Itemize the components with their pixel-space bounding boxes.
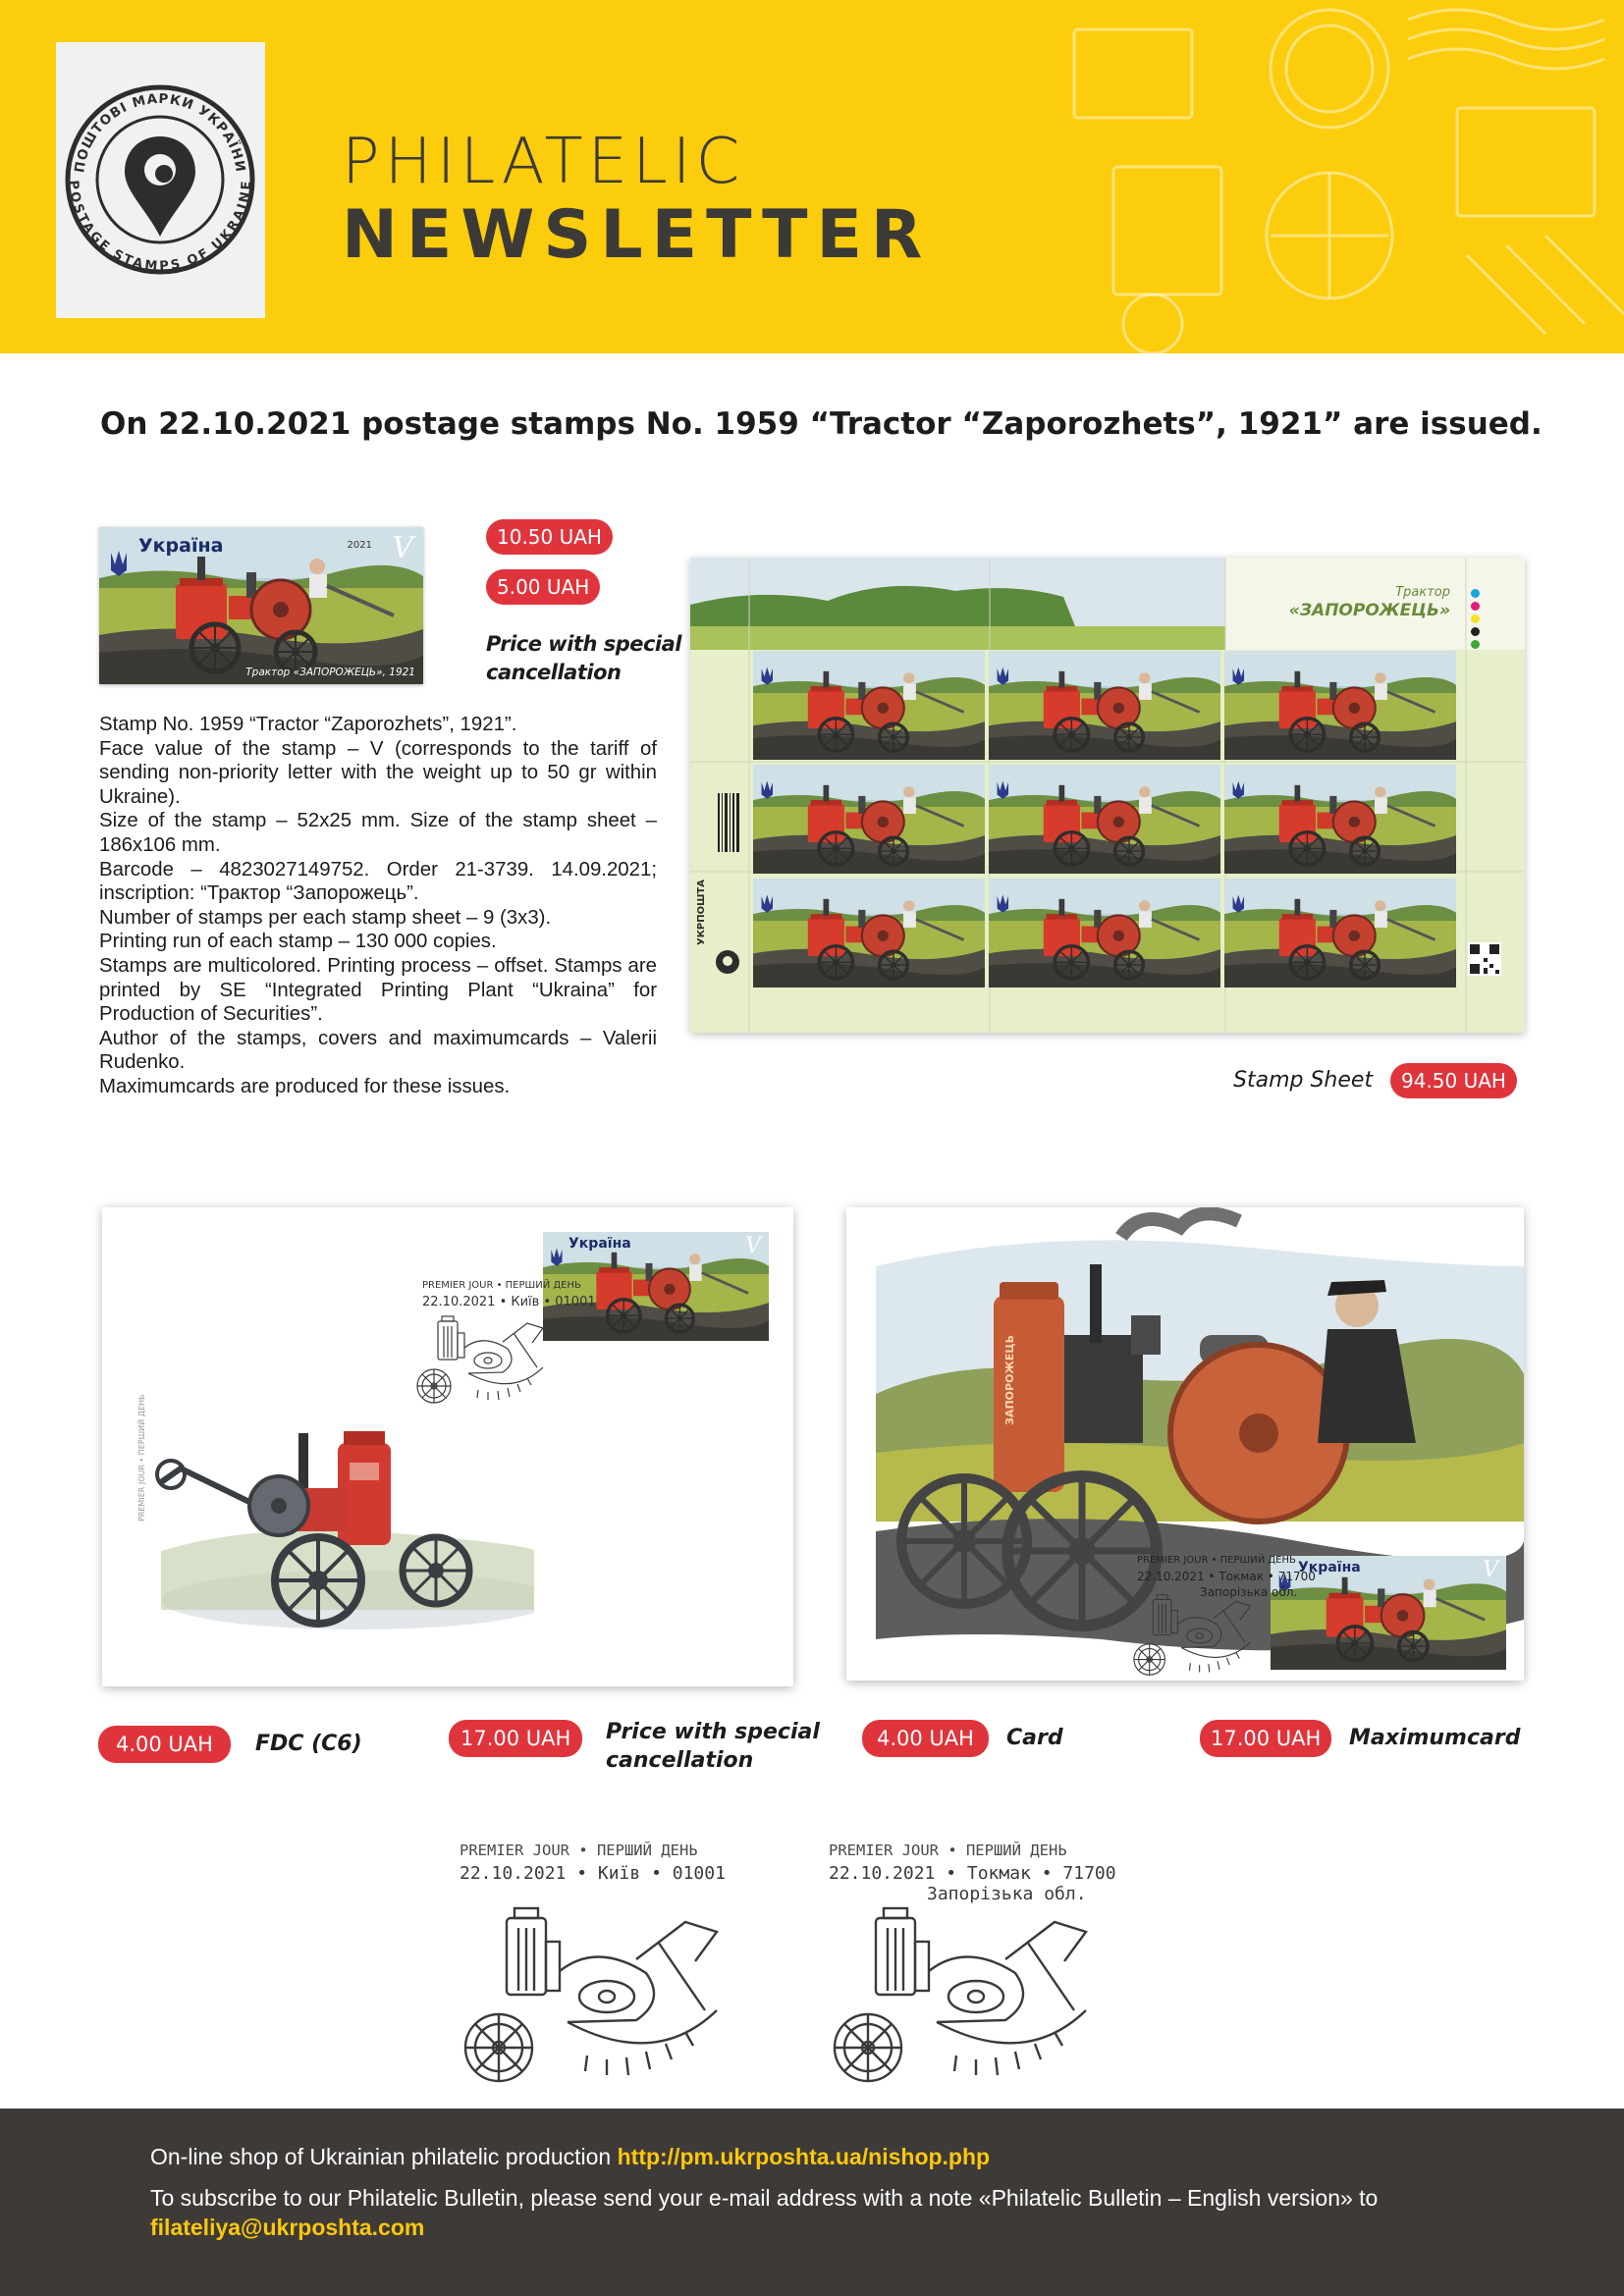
card-cancel-line2: 22.10.2021 • Токмак • 71700 bbox=[1137, 1570, 1316, 1583]
stamp-cancel-caption-line1: Price with special bbox=[486, 632, 681, 656]
footer-shop-line bbox=[150, 2144, 990, 2170]
maximumcard-caption: Maximumcard bbox=[1349, 1726, 1521, 1750]
stamp-cancel-caption-line2: cancellation bbox=[486, 661, 622, 684]
brand-line-newsletter: NEWSLETTER bbox=[342, 196, 932, 274]
desc-size: Size of the stamp – 52x25 mm. Size of the stamp sheet – 186x106 mm. bbox=[99, 810, 657, 856]
svg-text:ПОШТОВІ МАРКИ УКРАЇНИ bbox=[72, 91, 248, 174]
brand-line-philatelic: PHILATELIC bbox=[342, 126, 745, 198]
registration-dot-cyan bbox=[1471, 589, 1480, 598]
stamp-inscription: Трактор «ЗАПОРОЖЕЦЬ», 1921 bbox=[245, 667, 415, 678]
kyiv-cancel-line2: 22.10.2021 • Київ • 01001 bbox=[460, 1863, 726, 1884]
logo-ring-top-text: ПОШТОВІ МАРКИ УКРАЇНИ bbox=[72, 90, 248, 175]
desc-author: Author of the stamps, covers and maximumcards – Valerii Rudenko. bbox=[99, 1027, 657, 1074]
first-day-cover bbox=[102, 1207, 793, 1686]
registration-dot-black bbox=[1471, 627, 1480, 636]
card-stamp-denomination: V bbox=[1483, 1558, 1498, 1582]
card-tank-label: ЗАПОРОЖЕЦЬ bbox=[1003, 1335, 1016, 1425]
issue-description bbox=[99, 713, 657, 1099]
kyiv-cancel-line1: PREMIER JOUR • ПЕРШИЙ ДЕНЬ bbox=[460, 1842, 698, 1859]
maximumcard-price-badge: 17.00 UAH bbox=[1200, 1720, 1331, 1757]
card-caption: Card bbox=[1006, 1726, 1063, 1750]
sheet-stamp bbox=[753, 765, 985, 874]
desc-stamps-per-sheet: Number of stamps per each stamp sheet – 9 (3x3). bbox=[99, 906, 552, 929]
stamp-cancel-caption bbox=[486, 630, 681, 687]
sheet-qr-code-icon bbox=[1468, 942, 1501, 976]
kyiv-cancel-tractor-icon bbox=[460, 1902, 734, 2089]
card-cancel-tractor-icon bbox=[1131, 1592, 1259, 1679]
desc-stamp-number: Stamp No. 1959 “Tractor “Zaporozhets”, 1921”. bbox=[99, 714, 517, 735]
fdc-stamp-denomination: V bbox=[745, 1234, 761, 1258]
kyiv-cancellation bbox=[460, 1842, 754, 2038]
issue-headline: On 22.10.2021 postage stamps No. 1959 “Tractor “Zaporozhets”, 1921” are issued. bbox=[100, 406, 1543, 442]
header-banner bbox=[0, 0, 1624, 353]
fdc-cancel-line2: 22.10.2021 • Київ • 01001 bbox=[422, 1295, 596, 1309]
sheet-stamp bbox=[989, 765, 1220, 874]
sheet-stamp bbox=[753, 651, 985, 760]
sheet-stamp bbox=[989, 651, 1220, 760]
desc-barcode: Barcode – 4823027149752. Order 21-3739. 14.09.2021; inscription: “Трактор “Запорожець”. bbox=[99, 858, 657, 905]
footer-shop-link[interactable]: http://pm.ukrposhta.ua/nishop.php bbox=[617, 2144, 991, 2169]
stamp-pattern-decoration bbox=[1035, 0, 1624, 353]
fdc-cancel-caption bbox=[606, 1718, 820, 1775]
stamp-sheet bbox=[690, 558, 1525, 1033]
tokmak-cancel-line2: 22.10.2021 • Токмак • 71700 bbox=[829, 1863, 1116, 1884]
tokmak-cancel-line1: PREMIER JOUR • ПЕРШИЙ ДЕНЬ bbox=[829, 1842, 1067, 1859]
single-stamp bbox=[99, 527, 423, 684]
card-price-badge: 4.00 UAH bbox=[862, 1720, 989, 1757]
logo-ring-bottom-text: POSTAGE STAMPS OF UKRAINE bbox=[65, 180, 255, 275]
registration-dot-magenta bbox=[1471, 602, 1480, 611]
desc-face-value: Face value of the stamp – V (corresponds to the tariff of sending non-priority letter with the weight up to 50 gr within Ukraine). bbox=[99, 737, 657, 808]
desc-printing-run: Printing run of each stamp – 130 000 copies. bbox=[99, 931, 497, 953]
footer-email-link[interactable]: filateliya@ukrposhta.com bbox=[150, 2215, 425, 2240]
sheet-stamp bbox=[1224, 765, 1456, 874]
fdc-cancel-line1: PREMIER JOUR • ПЕРШИЙ ДЕНЬ bbox=[422, 1280, 581, 1291]
svg-text:POSTAGE STAMPS OF UKRAINE bbox=[66, 180, 254, 274]
maximum-card bbox=[846, 1207, 1524, 1681]
color-registration-dots bbox=[1471, 589, 1481, 649]
tokmak-cancel-line3: Запорізька обл. bbox=[927, 1884, 1087, 1904]
ukrposhta-logo-icon bbox=[716, 950, 739, 974]
sheet-stamp bbox=[753, 879, 985, 988]
card-stamp-country: Україна bbox=[1298, 1560, 1361, 1575]
sheet-brand-ukrposhta: УКРПОШТА bbox=[696, 880, 707, 945]
tokmak-cancel-tractor-icon bbox=[829, 1902, 1104, 2089]
stamp-sheet-caption: Stamp Sheet bbox=[1233, 1068, 1374, 1093]
desc-printing-process: Stamps are multicolored. Printing process – offset. Stamps are printed by SE “Integrated Printing Plant “Ukraina” for Production of Securities”. bbox=[99, 954, 657, 1026]
stamp-price-badge: 10.50 UAH bbox=[486, 519, 613, 555]
fdc-tractor-illustration bbox=[141, 1404, 534, 1659]
sheet-stamp bbox=[1224, 879, 1456, 988]
fdc-cancel-caption-line1: Price with special bbox=[606, 1720, 820, 1744]
stamp-sheet-price-badge: 94.50 UAH bbox=[1390, 1063, 1517, 1098]
fdc-stamp-country: Україна bbox=[568, 1236, 631, 1252]
sheet-stamp bbox=[989, 879, 1220, 988]
fdc-price-badge: 4.00 UAH bbox=[98, 1726, 231, 1763]
registration-dot-green bbox=[1471, 640, 1480, 649]
stamp-year: 2021 bbox=[347, 540, 372, 551]
fdc-side-text: PREMIER JOUR • ПЕРШИЙ ДЕНЬ bbox=[137, 1394, 146, 1522]
sheet-title-big: «ЗАПОРОЖЕЦЬ» bbox=[1288, 601, 1450, 620]
fdc-cancel-caption-line2: cancellation bbox=[606, 1748, 754, 1773]
fdc-caption: FDC (C6) bbox=[255, 1732, 362, 1756]
fdc-cancel-price-badge: 17.00 UAH bbox=[449, 1720, 582, 1757]
fdc-cancel-tractor-icon bbox=[414, 1313, 552, 1407]
footer-shop-text: On-line shop of Ukrainian philatelic production bbox=[150, 2144, 618, 2169]
card-cancel-line1: PREMIER JOUR • ПЕРШИЙ ДЕНЬ bbox=[1137, 1555, 1296, 1566]
sheet-stamp bbox=[1224, 651, 1456, 760]
card-cancel-line3: Запорізька обл. bbox=[1200, 1585, 1298, 1599]
desc-maximumcards: Maximumcards are produced for these issues. bbox=[99, 1075, 511, 1097]
footer bbox=[0, 2109, 1624, 2296]
sheet-title-small: Трактор bbox=[1395, 585, 1450, 600]
stamp-denomination: V bbox=[392, 531, 413, 565]
stamp-cancel-price-badge: 5.00 UAH bbox=[486, 569, 600, 605]
logo-ring-text bbox=[56, 42, 265, 318]
tokmak-cancellation bbox=[829, 1842, 1123, 2038]
logo-stamp bbox=[56, 42, 265, 318]
registration-dot-yellow bbox=[1471, 614, 1480, 623]
newsletter-brand bbox=[342, 128, 931, 275]
stamp-country: Україна bbox=[138, 535, 224, 557]
footer-subscribe-text: To subscribe to our Philatelic Bulletin, please send your e-mail address with a note «Philatelic Bulletin – English version» to bbox=[150, 2185, 1379, 2211]
